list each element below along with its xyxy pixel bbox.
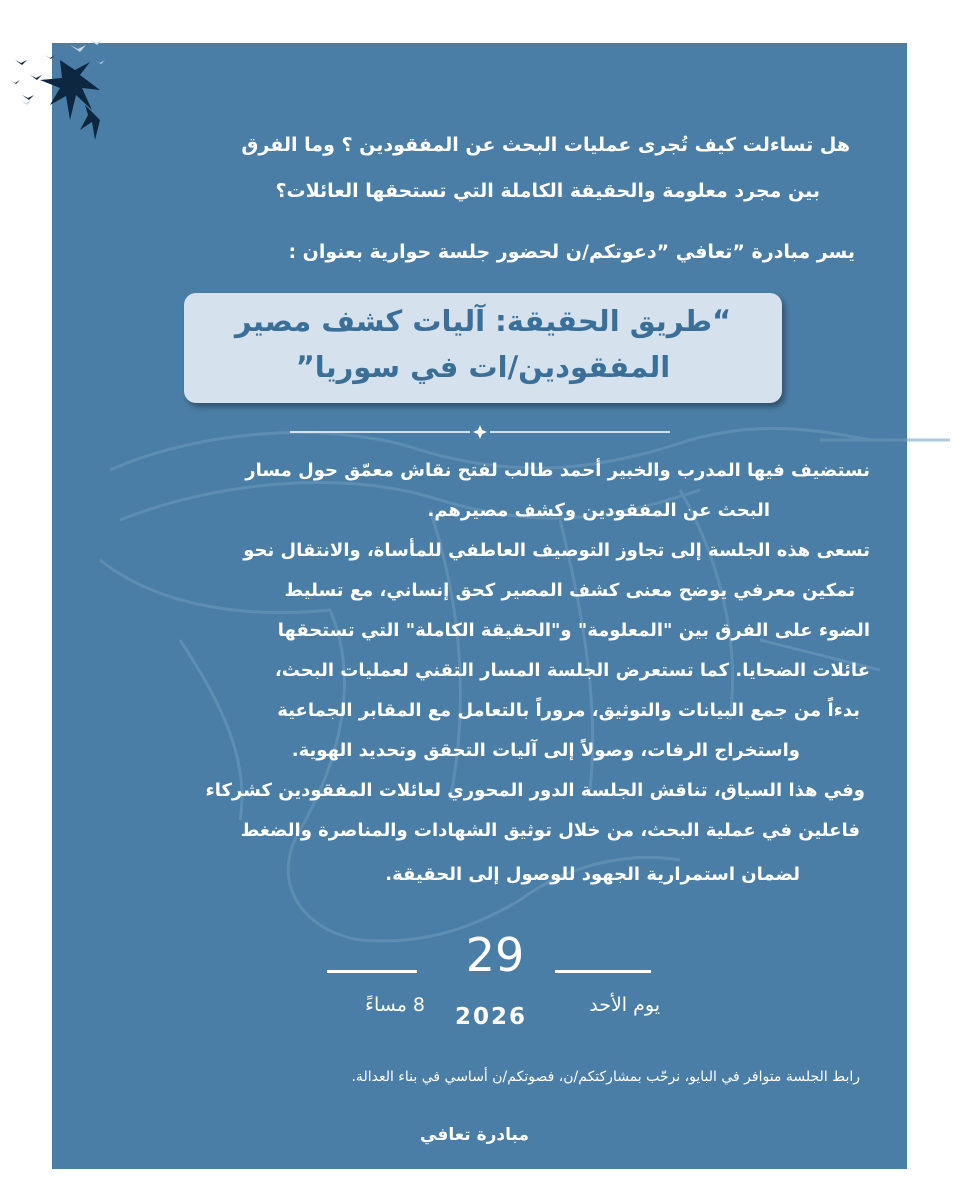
- body-line: البحث عن المفقودين وكشف مصيرهم.: [427, 500, 770, 521]
- body-line: بدءاً من جمع البيانات والتوثيق، مروراً بالتعامل مع المقابر الجماعية: [277, 700, 860, 721]
- event-year: 2026: [455, 1004, 528, 1030]
- event-time: 8 مساءً: [365, 994, 425, 1016]
- body-line: عائلات الضحايا. كما تستعرض الجلسة المسار التقني لعمليات البحث،: [274, 660, 870, 681]
- intro-line-3: يسر مبادرة ”تعافي ”دعوتكم/ن لحضور جلسة حوارية بعنوان :: [288, 241, 855, 263]
- session-title-line-1: “طريق الحقيقة: آليات كشف مصير: [234, 304, 732, 338]
- right-rule: [555, 970, 651, 973]
- body-line: واستخراج الرفات، وصولاً إلى آليات التحقق وتحديد الهوية.: [291, 740, 800, 761]
- body-line: فاعلين في عملية البحث، من خلال توثيق الشهادات والمناصرة والضغط: [240, 820, 860, 841]
- body-line: تمكين معرفي يوضح معنى كشف المصير كحق إنساني، مع تسليط: [284, 580, 855, 601]
- body-line: نستضيف فيها المدرب والخبير أحمد طالب لفتح نقاش معمّق حول مسار: [245, 460, 870, 481]
- body-line: تسعى هذه الجلسة إلى تجاوز التوصيف العاطفي للمأساة، والانتقال نحو: [243, 540, 870, 561]
- day-name: يوم الأحد: [589, 994, 660, 1016]
- footer-note: رابط الجلسة متوافر في البايو، نرحّب بمشاركتكم/ن، فصوتكم/ن أساسي في بناء العدالة.: [351, 1069, 860, 1085]
- intro-line-1: هل تساءلت كيف تُجرى عمليات البحث عن المفقودين ؟ وما الفرق: [241, 134, 850, 156]
- ornament-divider-icon: [290, 424, 670, 440]
- footer-signature: مبادرة تعافي: [420, 1125, 530, 1145]
- body-line: الضوء على الفرق بين "المعلومة" و"الحقيقة الكاملة" التي تستحقها: [277, 620, 870, 641]
- intro-line-2: بين مجرد معلومة والحقيقة الكاملة التي تستحقها العائلات؟: [275, 180, 820, 202]
- session-title-line-2: المفقودين/ات في سوريا”: [295, 350, 671, 384]
- day-number: 29: [465, 928, 525, 982]
- body-line: وفي هذا السياق، تناقش الجلسة الدور المحوري لعائلات المفقودين كشركاء: [205, 780, 865, 801]
- poster-card: [52, 43, 907, 1169]
- session-title-box: [184, 293, 782, 403]
- left-rule: [327, 970, 417, 973]
- birds-tree-icon: [0, 0, 160, 150]
- body-line: لضمان استمرارية الجهود للوصول إلى الحقيقة.: [385, 864, 800, 885]
